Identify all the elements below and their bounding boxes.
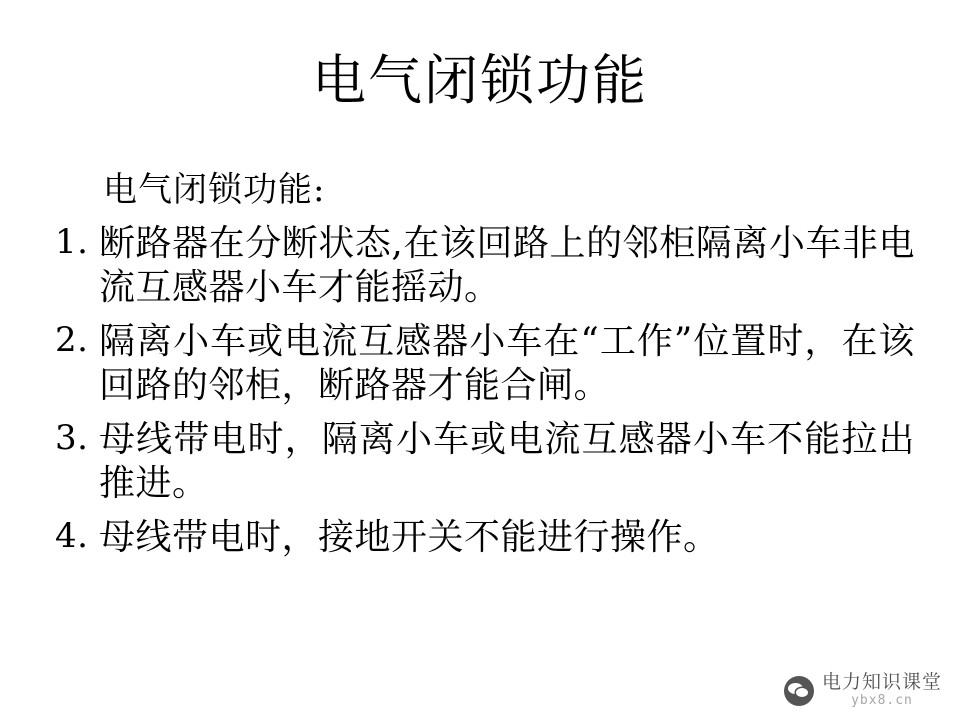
list-item <box>55 418 915 506</box>
list-item-marker: 3. <box>55 417 89 458</box>
lead-text: 电气闭锁功能: <box>103 170 326 210</box>
wechat-icon <box>784 676 814 706</box>
watermark-url: ybx8.cn <box>851 693 913 709</box>
list-item-marker: 4. <box>55 515 89 556</box>
watermark-name: 电力知识课堂 <box>821 671 942 694</box>
watermark <box>784 673 942 708</box>
list-item-marker: 1. <box>55 222 89 263</box>
list-item-text: 母线带电时，接地开关不能进行操作。 <box>99 516 720 558</box>
list-item-marker: 2. <box>55 320 89 360</box>
list-item <box>55 222 915 310</box>
list-item <box>55 320 915 408</box>
numbered-list <box>55 222 915 559</box>
slide-body <box>55 168 915 570</box>
list-item-text: 隔离小车或电流互感器小车在“工作”位置时，在该回路的邻柜，断路器才能合闸。 <box>99 321 915 406</box>
list-item <box>55 516 915 560</box>
list-item-text: 母线带电时，隔离小车或电流互感器小车不能拉出推进。 <box>99 418 915 504</box>
watermark-text <box>822 673 942 708</box>
page-title: 电气闭锁功能 <box>312 49 648 112</box>
list-item-text: 断路器在分断状态,在该回路上的邻柜隔离小车非电流互感器小车才能摇动。 <box>99 223 915 309</box>
